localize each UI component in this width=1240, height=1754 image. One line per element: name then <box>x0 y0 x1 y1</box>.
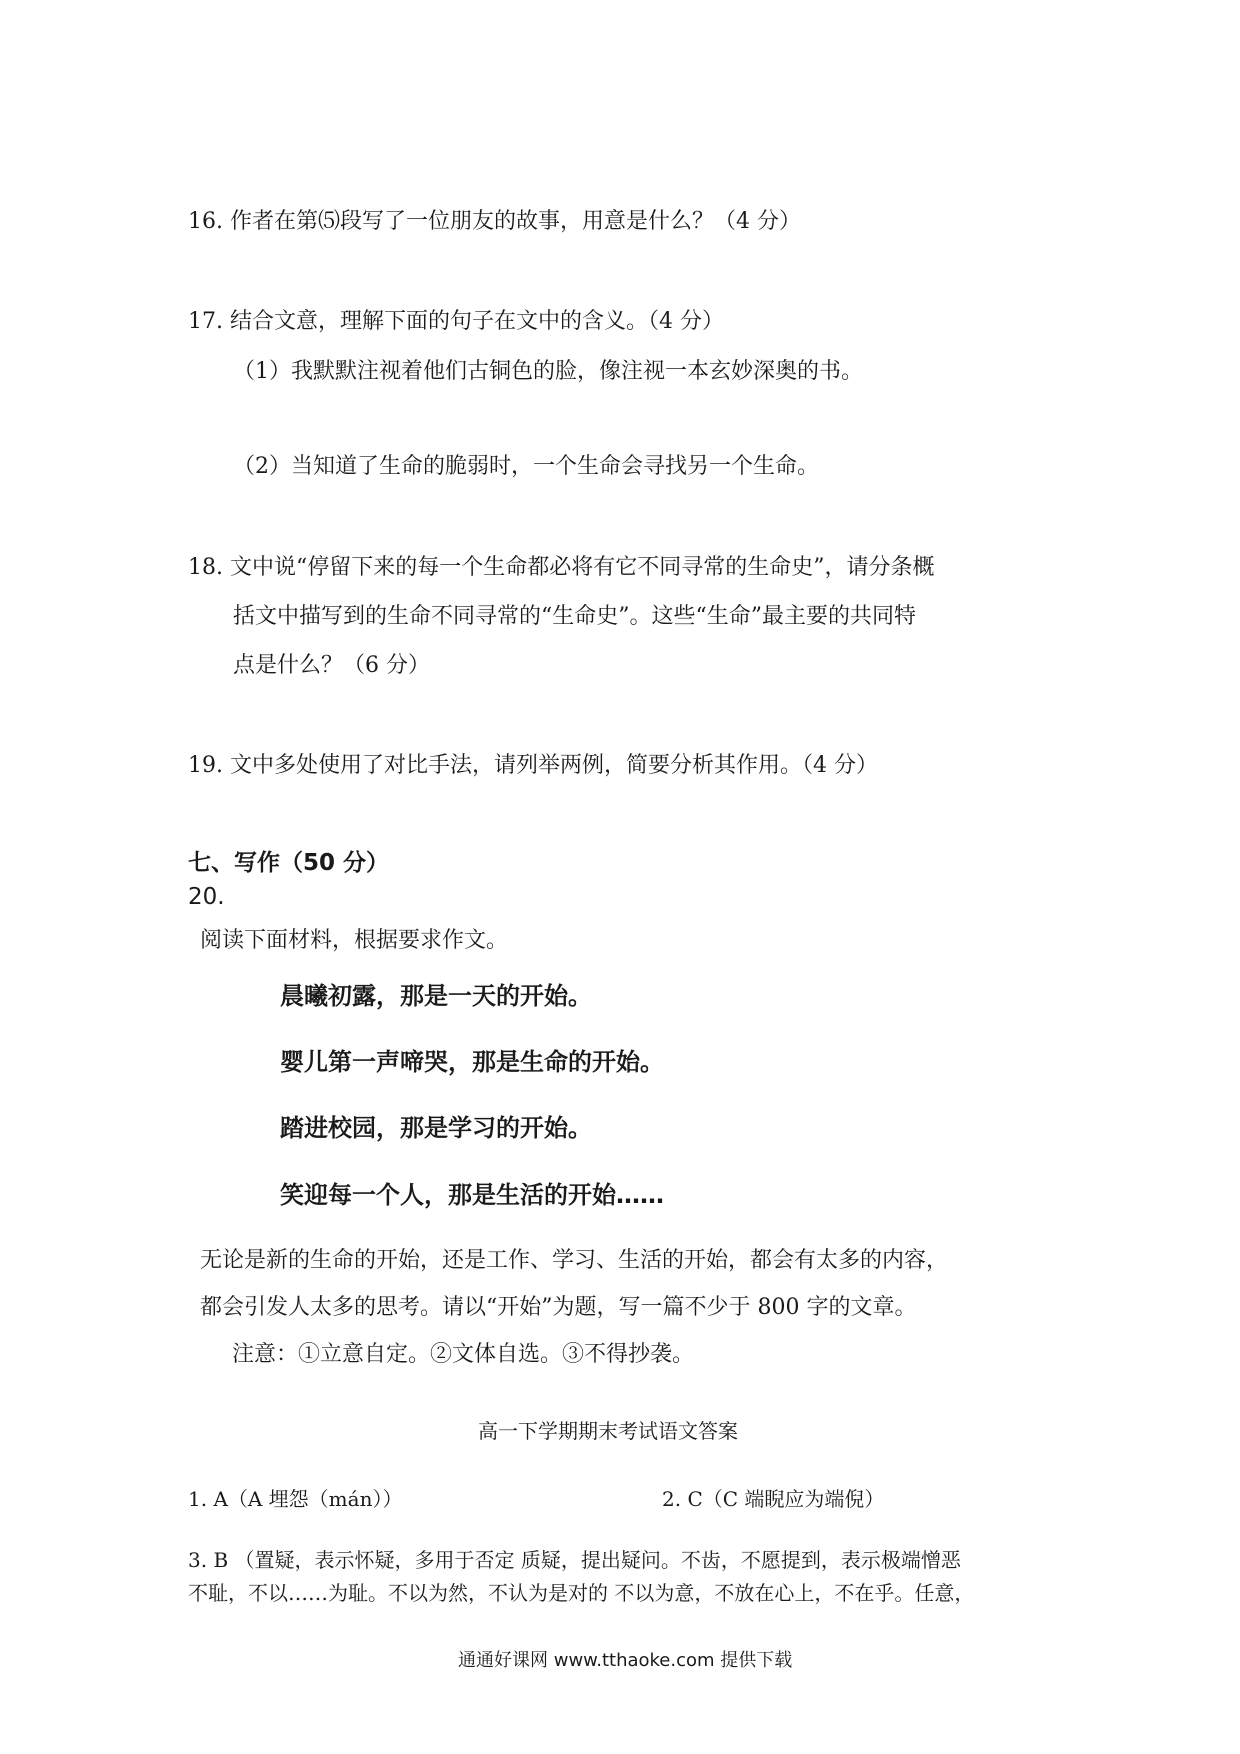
question-16: 16. 作者在第⑸段写了一位朋友的故事，用意是什么？（4 分） <box>188 209 801 234</box>
answers-title: 高一下学期期末考试语文答案 <box>478 1419 738 1443</box>
material-line-2: 婴儿第一声啼哭，那是生命的开始。 <box>280 1048 664 1076</box>
writing-prompt-line-1: 无论是新的生命的开始，还是工作、学习、生活的开始，都会有太多的内容， <box>200 1248 949 1273</box>
question-18-line-3: 点是什么？（6 分） <box>233 653 430 678</box>
question-18-line-1: 18. 文中说“停留下来的每一个生命都必将有它不同寻常的生命史”，请分条概 <box>188 555 935 580</box>
writing-heading: 七、写作（50 分） <box>188 850 390 876</box>
question-17: 17. 结合文意，理解下面的句子在文中的含义。（4 分） <box>188 309 724 334</box>
writing-note: 注意：①立意自定。②文体自选。③不得抄袭。 <box>232 1342 695 1367</box>
writing-prompt-line-2: 都会引发人太多的思考。请以“开始”为题，写一篇不少于 800 字的文章。 <box>200 1295 917 1320</box>
answer-3-line-1: 3. B （置疑，表示怀疑，多用于否定 质疑，提出疑问。不齿，不愿提到，表示极端憎恶 <box>188 1548 961 1572</box>
question-19: 19. 文中多处使用了对比手法，请列举两例，简要分析其作用。（4 分） <box>188 753 878 778</box>
material-line-1: 晨曦初露，那是一天的开始。 <box>280 982 592 1010</box>
question-20-number: 20. <box>188 884 225 910</box>
question-18-line-2: 括文中描写到的生命不同寻常的“生命史”。这些“生命”最主要的共同特 <box>233 604 916 629</box>
material-line-4: 笑迎每一个人，那是生活的开始…… <box>280 1181 664 1209</box>
writing-instruction: 阅读下面材料，根据要求作文。 <box>200 928 509 953</box>
question-17-item-2: （2）当知道了生命的脆弱时，一个生命会寻找另一个生命。 <box>233 454 819 479</box>
answer-3-line-2: 不耻，不以……为耻。不以为然，不认为是对的 不以为意，不放在心上，不在乎。任意， <box>188 1581 975 1605</box>
answer-2: 2. C（C 端睨应为端倪） <box>662 1487 885 1511</box>
footer-download-note: 通通好课网 www.tthaoke.com 提供下载 <box>458 1650 793 1671</box>
material-line-3: 踏进校园，那是学习的开始。 <box>280 1114 592 1142</box>
question-17-item-1: （1）我默默注视着他们古铜色的脸，像注视一本玄妙深奥的书。 <box>233 359 863 384</box>
answer-1: 1. A（A 埋怨（mán）） <box>188 1487 403 1511</box>
